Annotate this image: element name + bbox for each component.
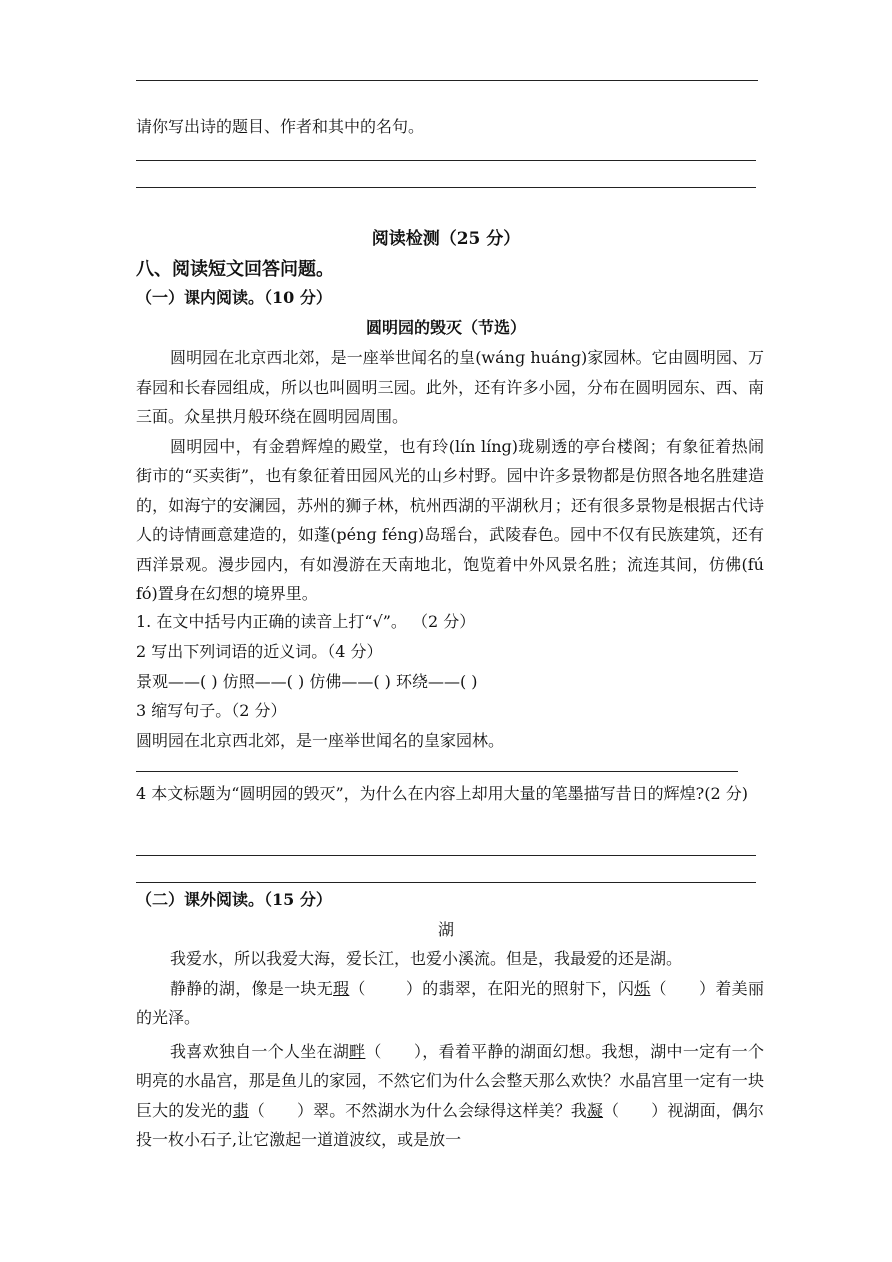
question-4-text: 4 本文标题为“圆明园的毁灭”，为什么在内容上却用大量的笔墨描写昔日的辉煌?(2 分) bbox=[136, 784, 748, 803]
reading2-paragraph-3: 我喜欢独自一个人坐在湖畔（ ），看着平静的湖面幻想。我想，湖中一定有一个明亮的水晶宫，那是鱼儿的家园，不然它们为什么会整天那么欢快？水晶宫里一定有一块巨大的发光的翡（ ）翠。不然湖水为什么会绿得这样美？我凝（ ）视湖面，偶尔投一枚小石子,让它激起一道道波纹，或是放一 bbox=[136, 1041, 764, 1149]
question-3: 3 缩写句子。（2 分） bbox=[136, 701, 287, 720]
answer-line bbox=[136, 882, 756, 883]
question-3-sentence: 圆明园在北京西北郊，是一座举世闻名的皇家园林。 bbox=[136, 731, 505, 750]
question-2: 2 写出下列词语的近义词。（4 分） bbox=[136, 642, 383, 661]
underlined-char: 烁 bbox=[634, 978, 651, 998]
answer-line bbox=[136, 855, 756, 856]
answer-line bbox=[136, 80, 758, 81]
reading2-paragraph-2: 静静的湖，像是一块无瑕（ ）的翡翠，在阳光的照射下，闪烁（ ）着美丽的光泽。 bbox=[136, 978, 764, 1027]
part-heading: 八、阅读短文回答问题。 bbox=[136, 259, 334, 280]
question-4 bbox=[136, 779, 764, 809]
reading1-heading: （一）课内阅读。（10 分） bbox=[136, 288, 332, 307]
reading2-paragraph-1: 我爱水，所以我爱大海，爱长江，也爱小溪流。但是，我最爱的还是湖。 bbox=[170, 949, 683, 968]
question-2-items: 景观——( ) 仿照——( ) 仿佛——( ) 环绕——( ) bbox=[136, 672, 478, 691]
reading2-title: 湖 bbox=[437, 920, 454, 939]
section-title: 阅读检测（25 分） bbox=[371, 229, 521, 249]
answer-line bbox=[136, 187, 756, 188]
reading2-passage bbox=[136, 944, 764, 1155]
reading2-heading: （二）课外阅读。（15 分） bbox=[136, 890, 332, 909]
reading1-passage bbox=[136, 343, 764, 609]
reading1-paragraph-1: 圆明园在北京西北郊，是一座举世闻名的皇(wánɡ huánɡ)家园林。它由圆明园、万春园和长春园组成，所以也叫圆明三园。此外，还有许多小园，分布在圆明园东、西、南三面。众星拱月般环绕在圆明园周围。 bbox=[136, 348, 764, 426]
reading1-title: 圆明园的毁灭（节选） bbox=[365, 318, 526, 337]
answer-line bbox=[136, 160, 756, 161]
underlined-char: 畔 bbox=[349, 1041, 366, 1061]
question-1: 1. 在文中括号内正确的读音上打“√”。 （2 分） bbox=[136, 612, 476, 631]
poem-prompt: 请你写出诗的题目、作者和其中的名句。 bbox=[136, 117, 425, 136]
answer-line bbox=[136, 771, 738, 772]
reading1-paragraph-2: 圆明园中，有金碧辉煌的殿堂，也有玲(lín línɡ)珑剔透的亭台楼阁；有象征着热闹街市的“买卖街”，也有象征着田园风光的山乡村野。园中许多景物都是仿照各地名胜建造的，如海宁的安澜园，苏州的狮子林，杭州西湖的平湖秋月；还有很多景物是根据古代诗人的诗情画意建造的，如蓬(pénɡ fénɡ)岛瑶台，武陵春色。园中不仅有民族建筑，还有西洋景观。漫步园内，有如漫游在天南地北，饱览着中外风景名胜；流连其间，仿佛(fú fó)置身在幻想的境界里。 bbox=[136, 436, 764, 603]
underlined-char: 凝 bbox=[586, 1100, 604, 1120]
underlined-char: 翡 bbox=[232, 1100, 249, 1120]
underlined-char: 瑕 bbox=[333, 978, 350, 998]
